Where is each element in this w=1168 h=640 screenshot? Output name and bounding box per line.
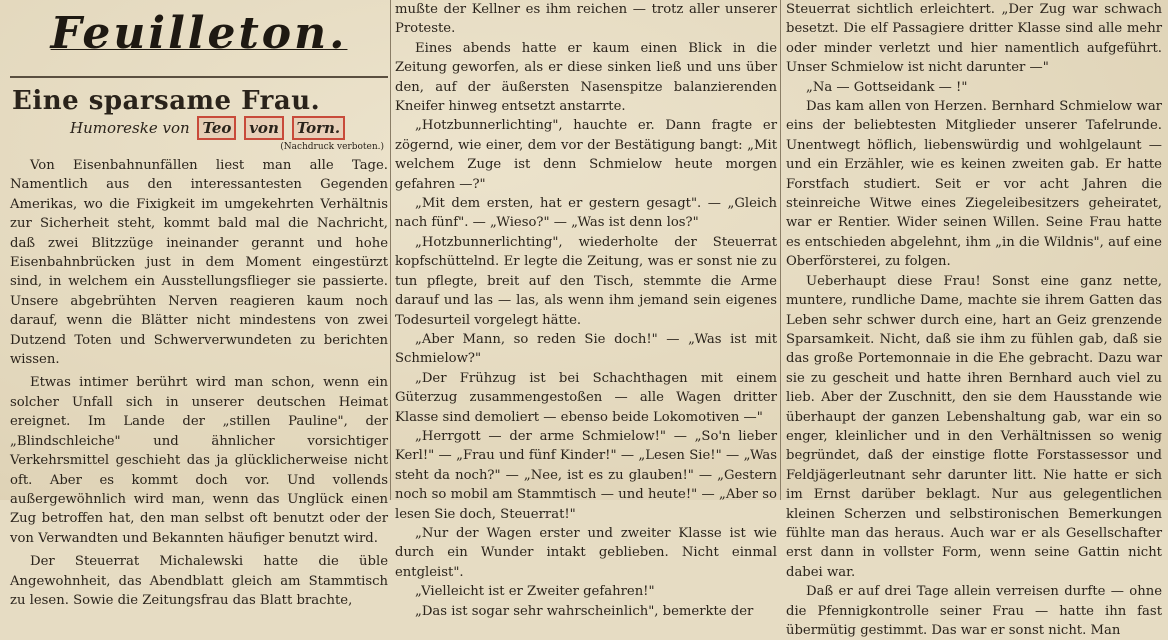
paragraph: Steuerrat sichtlich erleichtert. „Der Zug war schwach besetzt. Die elf Passagiere dritter Klasse sind alle mehr oder minder verletzt und hier namentlich aufgeführt. Unser Schmielow ist nicht darunter —": [786, 2, 1162, 76]
author-name-part: Teo: [197, 116, 236, 140]
paragraph: Etwas intimer berührt wird man schon, wenn ein solcher Unfall sich in unserer deutschen Heimat ereignet. Im Lande der „stillen Pauline", der „Blindschleiche" und ähnlicher vorsichtiger Verkehrsmittel geschieht das ja glücklicherweise nicht oft. Aber es kommt doch vor. Und vollends außergewöhnlich wird man, wenn das Unglück einen Zug betroffen hat, den man selbst oft benutzt oder der von Verwandten und Bekannten häufiger benutzt wird.: [10, 375, 388, 546]
paragraph: „Vielleicht ist er Zweiter gefahren!": [415, 584, 655, 600]
author-name-part: Torn.: [292, 116, 345, 140]
column-3: [786, 0, 1162, 638]
column-divider: [780, 0, 781, 500]
column-divider: [390, 0, 391, 500]
paragraph: Ueberhaupt diese Frau! Sonst eine ganz nette, muntere, rundliche Dame, machte sie ihrem Gatten das Leben sehr schwer durch eine, hart an Geiz grenzende Sparsamkeit. Nicht, daß sie ihm zu fühlen gab, daß sie das große Portemonnaie in die Ehe gebracht. Dazu war sie zu gescheit und hatte ihren Bernhard auch viel zu lieb. Aber der Zuschnitt, den sie dem Hausstande wie überhaupt der ganzen Lebenshaltung gab, war ein so enger, kleinlicher und in den Verhältnissen so wenig begründet, daß der einstige flotte Forstassessor und Feldjägerleutnant sehr darunter litt. Nie hatte er sich im Ernst darüber beklagt. Nur aus gelegentlichen kleinen Scherzen und selbstironischen Bemerkungen fühlte man das heraus. Auch war er als Gesellschafter erst dann in vollster Form, wenn seine Gattin nicht dabei war.: [786, 273, 1162, 580]
header-rule: [10, 76, 388, 78]
paragraph: mußte der Kellner es ihm reichen — trotz aller unserer Proteste.: [395, 2, 777, 37]
paragraph: Daß er auf drei Tage allein verreisen durfte — ohne die Pfennigkontrolle seiner Frau — hatte ihn fast übermütig gestimmt. Das war er sonst nicht. Man: [786, 584, 1162, 638]
paragraph: Das kam allen von Herzen. Bernhard Schmielow war eins der beliebtesten Mitglieder unserer Tafelrunde. Unentwegt höflich, liebenswürdig und wohlgelaunt — und ein Erzähler, wie es keinen zweiten gab. Er hatte Forstfach studiert. Seit er vor acht Jahren die steinreiche Witwe eines Ziegeleibesitzers geheiratet, war er Rentier. Wider seinen Willen. Seine Frau hatte es entschieden abgelehnt, ihm „in die Wildnis", auf eine Oberförsterei, zu folgen.: [786, 99, 1162, 270]
paragraph: „Hotzbunnerlichting", hauchte er. Dann fragte er zögernd, wie einer, dem vor der Bestätigung bangt: „Mit welchem Zuge ist denn Schmielow heute morgen gefahren —?": [395, 118, 777, 192]
paragraph: „Aber Mann, so reden Sie doch!" — „Was ist mit Schmielow?": [395, 331, 777, 367]
article-byline: [70, 116, 388, 140]
paragraph: Der Steuerrat Michalewski hatte die üble Angewohnheit, das Abendblatt gleich am Stammtisch zu lesen. Sowie die Zeitungsfrau das Blatt brachte,: [10, 554, 388, 608]
column-1: [10, 0, 388, 608]
paragraph: „Der Frühzug ist bei Schachthagen mit einem Güterzug zusammengestoßen — alle Wagen dritter Klasse sind demoliert — ebenso beide Lokomotiven —": [395, 370, 777, 425]
paragraph: „Nur der Wagen erster und zweiter Klasse ist wie durch ein Wunder intakt geblieben. Nicht einmal entgleist".: [395, 525, 777, 580]
section-masthead: Feuilleton.: [50, 8, 348, 59]
author-name-part: von: [244, 116, 284, 140]
paragraph: „Herrgott — der arme Schmielow!" — „So'n lieber Kerl!" — „Frau und fünf Kinder!" — „Lesen Sie!" — „Was steht da noch?" — „Nee, ist es zu glauben!" — „Gestern noch so mobil am Stammtisch — und heute!" — „Aber so lesen Sie doch, Steuerrat!": [395, 428, 777, 522]
article-title: Eine sparsame Frau.: [12, 86, 321, 116]
paragraph: „Das ist sogar sehr wahrscheinlich", bemerkte der: [415, 603, 754, 619]
byline-prefix: Humoreske von: [70, 119, 190, 137]
paragraph: „Mit dem ersten, hat er gestern gesagt". — „Gleich nach fünf". — „Wieso?" — „Was ist denn los?": [395, 196, 777, 231]
reprint-note: (Nachdruck verboten.): [280, 142, 384, 152]
paragraph: „Hotzbunnerlichting", wiederholte der Steuerrat kopfschüttelnd. Er legte die Zeitung, was er sonst nie zu tun pflegte, breit auf den Tisch, stemmte die Arme darauf und las — las, als wenn ihm jemand sein eigenes Todesurteil vorgelegt hätte.: [395, 234, 777, 328]
paragraph: Eines abends hatte er kaum einen Blick in die Zeitung geworfen, als er diese sinken ließ und uns über den, auf der äußersten Nasenspitze balanzierenden Kneifer hinweg entsetzt anstarrte.: [395, 40, 777, 115]
paragraph: Von Eisenbahnunfällen liest man alle Tage. Namentlich aus den interessantesten Gegenden Amerikas, wo die Fixigkeit im umgekehrten Verhältnis zur Sicherheit steht, kommt bald mal die Nachricht, daß zwei Blitzzüge ineinander gerannt und hohe Eisenbahnbrücken just in dem Moment eingestürzt sind, in welchem ein Ausstellungsflieger sie passierte. Unsere abgebrühten Nerven reagieren kaum noch darauf, wenn die Blätter nicht mindestens von zwei Dutzend Toten und Schwerverwundeten zu berichten wissen.: [10, 158, 388, 368]
paragraph: „Na — Gottseidank — !": [806, 79, 968, 95]
column-2: [395, 0, 777, 619]
